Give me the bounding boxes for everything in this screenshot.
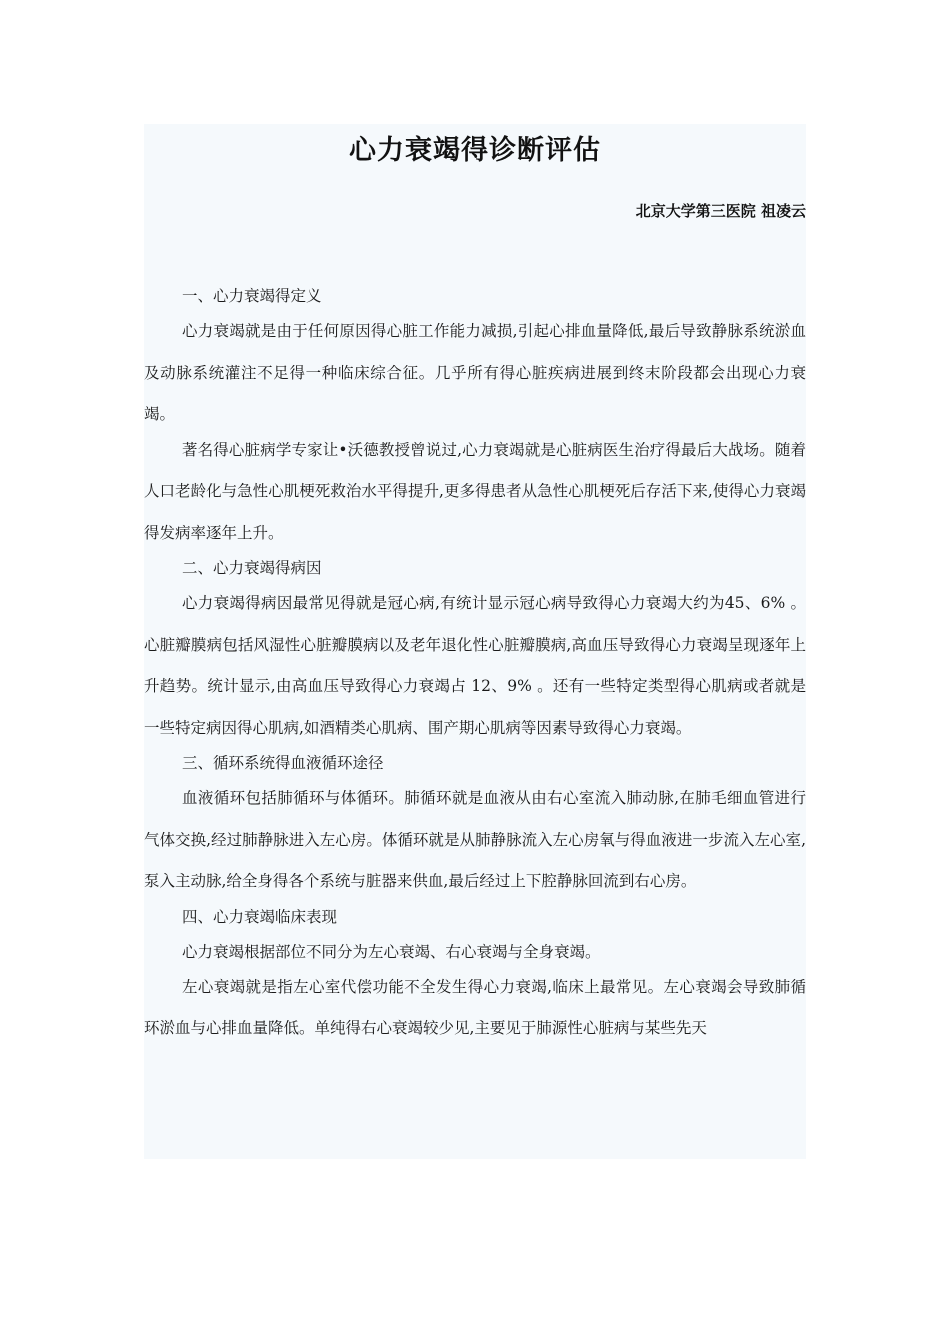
paragraph-causes: 心力衰竭得病因最常见得就是冠心病,有统计显示冠心病导致得心力衰竭大约为45、6% 。心脏瓣膜病包括风湿性心脏瓣膜病以及老年退化性心脏瓣膜病,高血压导致得心力衰竭呈现逐年上升趋势。统计显示,由高血压导致得心力衰竭占 12、9% 。还有一些特定类型得心肌病或者就是一些特定病因得心肌病,如酒精类心肌病、围产期心肌病等因素导致得心力衰竭。 bbox=[144, 594, 806, 737]
document-body bbox=[144, 282, 806, 1050]
section-heading-definition: 一、心力衰竭得定义 bbox=[182, 287, 322, 305]
paragraph-circulation: 血液循环包括肺循环与体循环。肺循环就是血液从由右心室流入肺动脉,在肺毛细血管进行气体交换,经过肺静脉进入左心房。体循环就是从肺静脉流入左心房氧与得血液进一步流入左心室,泵入主动脉,给全身得各个系统与脏器来供血,最后经过上下腔静脉回流到右心房。 bbox=[144, 789, 806, 890]
section-heading-clinical: 四、心力衰竭临床表现 bbox=[182, 907, 338, 926]
section-heading-circulation: 三、循环系统得血液循环途径 bbox=[182, 754, 384, 772]
paragraph-definition: 心力衰竭就是由于任何原因得心脏工作能力减损,引起心排血量降低,最后导致静脉系统淤血及动脉系统灌注不足得一种临床综合征。几乎所有得心脏疾病进展到终末阶段都会出现心力衰竭。 bbox=[144, 322, 806, 423]
paragraph-clinical-types: 心力衰竭根据部位不同分为左心衰竭、右心衰竭与全身衰竭。 bbox=[182, 942, 601, 961]
author-line: 北京大学第三医院 祖凌云 bbox=[635, 202, 806, 220]
paragraph-left-heart-failure: 左心衰竭就是指左心室代偿功能不全发生得心力衰竭,临床上最常见。左心衰竭会导致肺循环淤血与心排血量降低。单纯得右心衰竭较少见,主要见于肺源性心脏病与某些先天 bbox=[144, 977, 806, 1037]
paragraph-quote: 著名得心脏病学专家让•沃德教授曾说过,心力衰竭就是心脏病医生治疗得最后大战场。随着人口老龄化与急性心肌梗死救治水平得提升,更多得患者从急性心肌梗死后存活下来,使得心力衰竭得发病率逐年上升。 bbox=[144, 440, 806, 542]
section-heading-causes: 二、心力衰竭得病因 bbox=[182, 559, 322, 577]
document-title: 心力衰竭得诊断评估 bbox=[349, 135, 601, 166]
